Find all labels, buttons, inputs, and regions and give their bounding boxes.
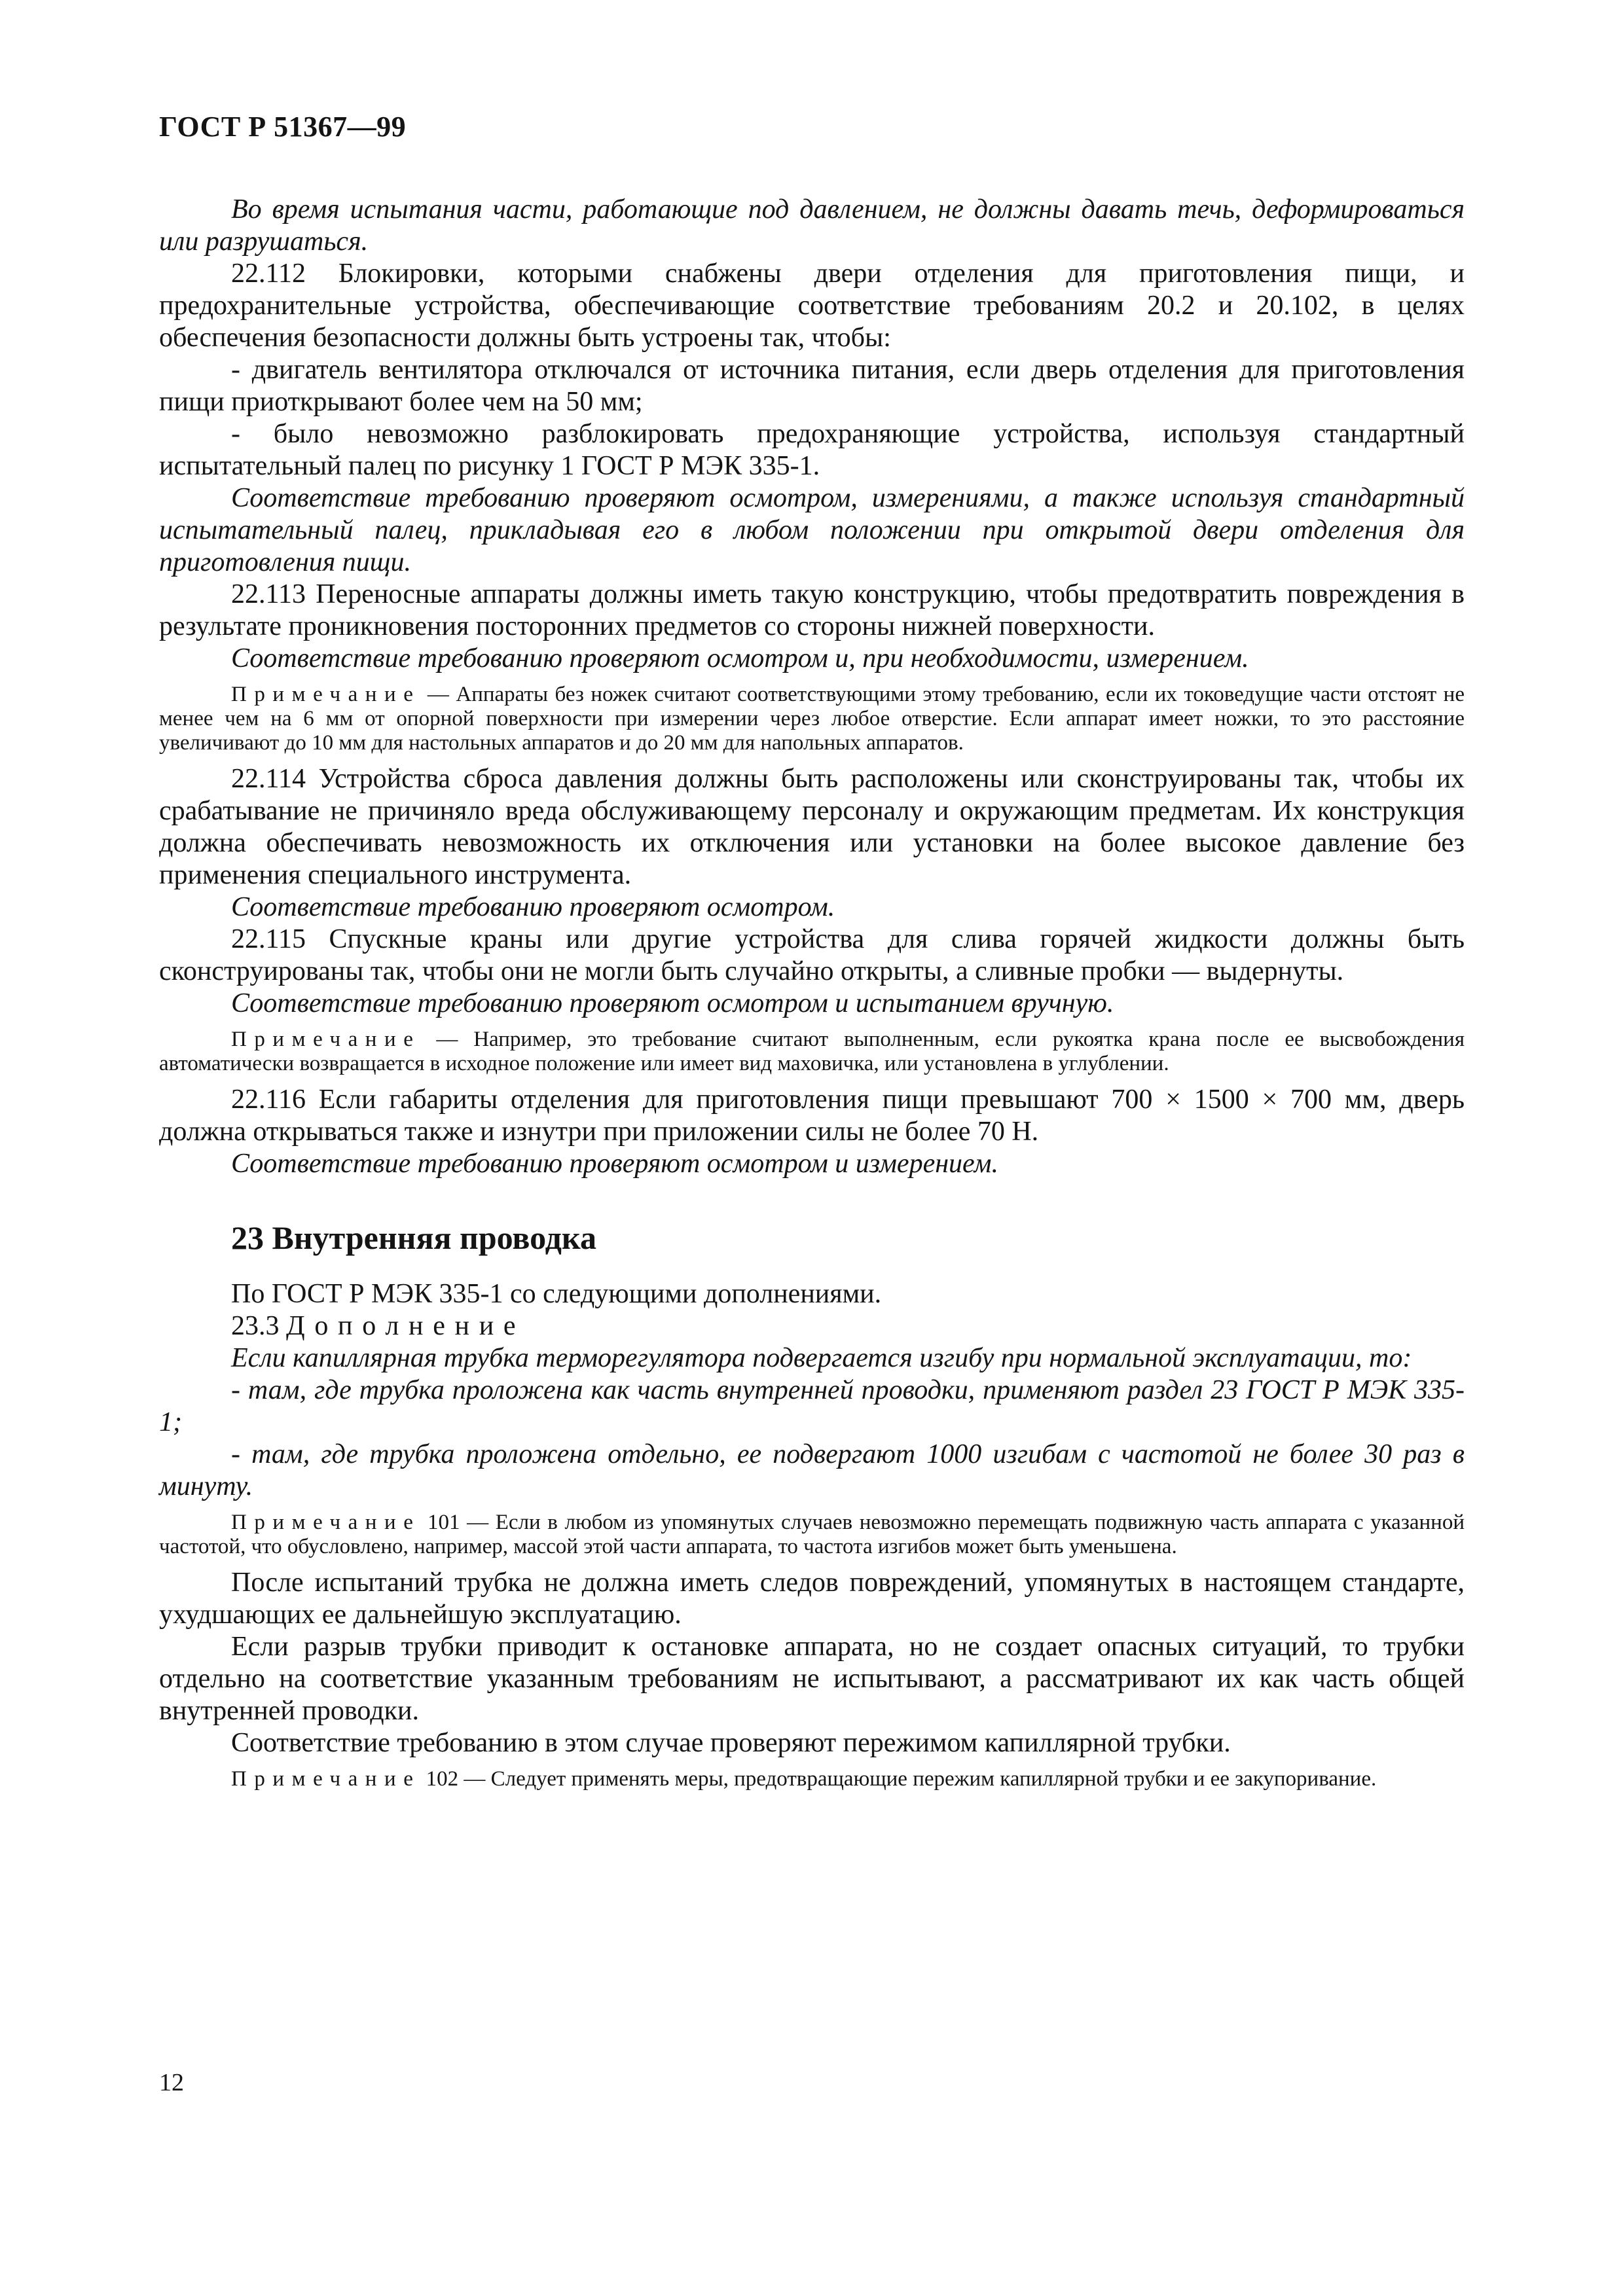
section-title: 23 Внутренняя проводка	[231, 1219, 596, 1256]
note	[159, 1511, 1465, 1559]
document-body	[159, 194, 1465, 1799]
compliance-check: Соответствие требованию проверяют осмотром.	[231, 892, 835, 922]
compliance-check: Соответствие требованию проверяют осмотром и испытанием вручную.	[231, 988, 1114, 1018]
compliance-check: Соответствие требованию проверяют осмотром и, при необходимости, измерением.	[231, 643, 1249, 673]
note	[159, 683, 1465, 755]
note-label: Примечание	[231, 1511, 421, 1534]
note-text: — Аппараты без ножек считают соответствующими этому требованию, если их токоведущие части отстоят не менее чем на 6 мм от опорной поверхности при измерении через любое отверстие. Если аппарат имеет ножки, то это расстояние увеличивают до 10 мм для настольных аппаратов и до 20 мм для напольных аппаратов.	[159, 683, 1465, 755]
document-header: ГОСТ Р 51367—99	[159, 111, 407, 143]
note-label: Примечание	[231, 1028, 421, 1051]
compliance-check: Соответствие требованию проверяют осмотром и измерением.	[231, 1149, 998, 1179]
note-text: — Например, это требование считают выполненным, если рукоятка крана после ее высвобождения автоматически возвращается в исходное положение или имеет вид маховичка, или установлена в углублении.	[159, 1028, 1465, 1075]
note-label: Примечание	[231, 1767, 421, 1791]
section-intro: По ГОСТ Р МЭК 335-1 со следующими дополнениями.	[231, 1279, 882, 1309]
paragraph: После испытаний трубка не должна иметь следов повреждений, упомянутых в настоящем стандарте, ухудшающих ее дальнейшую эксплуатацию.	[159, 1568, 1465, 1630]
clause-22-115: 22.115 Спускные краны или другие устройства для слива горячей жидкости должны быть сконструированы так, чтобы они не могли быть случайно открыты, а сливные пробки — выдернуты.	[159, 924, 1465, 986]
list-item: - там, где трубка проложена как часть внутренней проводки, применяют раздел 23 ГОСТ Р МЭК 335-1;	[159, 1375, 1465, 1437]
clause-23-3	[159, 1310, 1465, 1342]
note-text: 101 — Если в любом из упомянутых случаев невозможно перемещать подвижную часть аппарата с указанной частотой, что обусловлено, например, массой этой части аппарата, то частота изгибов может быть уменьшена.	[159, 1511, 1465, 1558]
clause-label: Дополнение	[286, 1311, 526, 1341]
clause-22-113: 22.113 Переносные аппараты должны иметь такую конструкцию, чтобы предотвратить повреждения в результате проникновения посторонних предметов со стороны нижней поверхности.	[159, 579, 1465, 641]
list-item: - двигатель вентилятора отключался от источника питания, если дверь отделения для приготовления пищи приоткрывают более чем на 50 мм;	[159, 355, 1465, 417]
paragraph: Если капиллярная трубка терморегулятора подвергается изгибу при нормальной эксплуатации, то:	[231, 1343, 1412, 1373]
clause-22-112: 22.112 Блокировки, которыми снабжены двери отделения для приготовления пищи, и предохранительные устройства, обеспечивающие соответствие требованиям 20.2 и 20.102, в целях обеспечения безопасности должны быть устроены так, чтобы:	[159, 259, 1465, 353]
note-label: Примечание	[231, 683, 421, 706]
compliance-check: Соответствие требованию проверяют осмотром, измерениями, а также используя стандартный испытательный палец, прикладывая его в любом положении при открытой двери отделения для приготовления пищи.	[159, 483, 1465, 577]
page-number: 12	[159, 2069, 184, 2096]
list-item: - там, где трубка проложена отдельно, ее подвергают 1000 изгибам с частотой не более 30 раз в минуту.	[159, 1439, 1465, 1501]
paragraph: Во время испытания части, работающие под давлением, не должны давать течь, деформироваться или разрушаться.	[159, 194, 1465, 257]
note	[159, 1767, 1465, 1791]
list-item: - было невозможно разблокировать предохраняющие устройства, используя стандартный испытательный палец по рисунку 1 ГОСТ Р МЭК 335-1.	[159, 419, 1465, 481]
paragraph: Соответствие требованию в этом случае проверяют пережимом капиллярной трубки.	[231, 1728, 1231, 1758]
note	[159, 1028, 1465, 1076]
clause-number: 23.3	[231, 1311, 286, 1341]
paragraph: Если разрыв трубки приводит к остановке аппарата, но не создает опасных ситуаций, то трубки отдельно на соответствие указанным требованиям не испытывают, а рассматривают их как часть общей внутренней проводки.	[159, 1632, 1465, 1726]
note-text: 102 — Следует применять меры, предотвращающие пережим капиллярной трубки и ее закупоривание.	[420, 1767, 1377, 1791]
clause-22-114: 22.114 Устройства сброса давления должны быть расположены или сконструированы так, чтобы их срабатывание не причиняло вреда обслуживающему персоналу и окружающим предметам. Их конструкция должна обеспечивать невозможность их отключения или установки на более высокое давление без применения специального инструмента.	[159, 764, 1465, 890]
clause-22-116: 22.116 Если габариты отделения для приготовления пищи превышают 700 × 1500 × 700 мм, дверь должна открываться также и изнутри при приложении силы не более 70 Н.	[159, 1085, 1465, 1147]
